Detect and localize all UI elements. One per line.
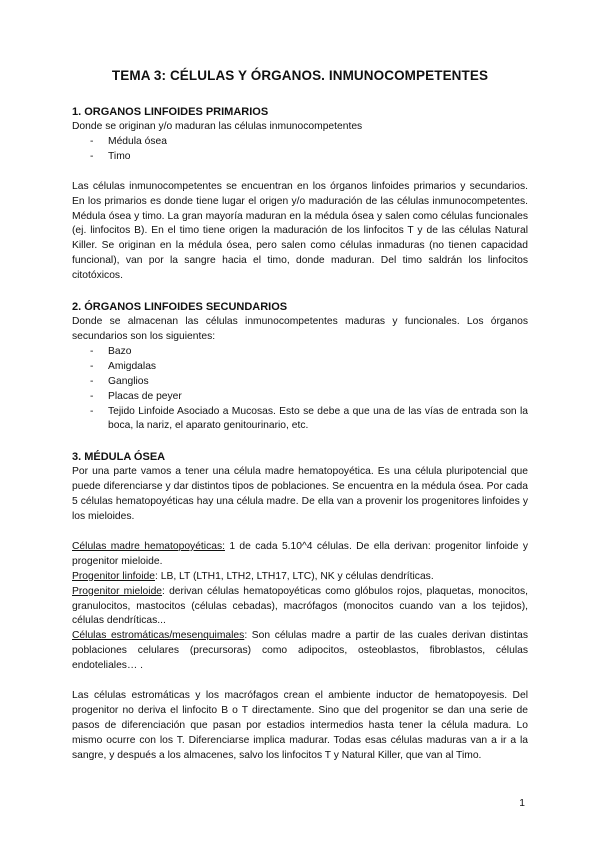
definition-term: Progenitor mieloide — [72, 585, 163, 597]
definition-myeloid-progenitor — [72, 585, 528, 630]
list-item: - Tejido Linfoide Asociado a Mucosas. Esto se debe a que una de las vías de entrada son la boca, la nariz, el aparato genitourinario, etc. — [90, 405, 528, 435]
section-1-list — [72, 135, 528, 165]
list-item: - Bazo — [90, 345, 528, 360]
definition-lymphoid-progenitor — [72, 570, 528, 585]
definition-stromal-cells — [72, 629, 528, 674]
section-2-list — [72, 345, 528, 434]
list-item: - Placas de peyer — [90, 390, 528, 405]
section-3-heading: 3. MÉDULA ÓSEA — [72, 451, 166, 464]
section-1-paragraph: Las células inmunocompetentes se encuentran en los órganos linfoides primarios y secundarios. En los primarios es donde tiene lugar el origen y/o maduración de las células inmunocompetentes. Médula ósea y timo. La gran mayoría maduran en la médula ósea y salen como células funcionales (ej. linfocitos B). En el timo tiene origen la maduración de los linfocitos T y de las células Natural Killer. Se originan en la médula ósea, pero salen como células inmaduras (no tienen capacidad funcional), van por la sangre hacia el timo, donde maduran. Del timo saldrán los linfocitos citotóxicos. — [72, 180, 528, 282]
document-title: TEMA 3: CÉLULAS Y ÓRGANOS. INMUNOCOMPETENTES — [111, 68, 489, 83]
page-number: 1 — [519, 798, 525, 809]
list-item: - Amigdalas — [90, 360, 528, 375]
section-3-paragraph-1: Por una parte vamos a tener una célula madre hematopoyética. Es una célula pluripotencial que puede diferenciarse y dar distintos tipos de poblaciones. Se encuentra en la médula ósea. Por cada 5 células hematopoyéticas hay una célula madre. De ella van a provenir los progenitores linfoides y los mieloides. — [72, 466, 528, 523]
section-2-heading: 2. ÓRGANOS LINFOIDES SECUNDARIOS — [72, 301, 288, 314]
definition-stem-cells — [72, 540, 528, 570]
definition-term: Células madre hematopoyéticas: — [72, 540, 225, 552]
section-1-intro: Donde se originan y/o maduran las células inmunocompetentes — [72, 121, 363, 132]
section-1-heading: 1. ORGANOS LINFOIDES PRIMARIOS — [72, 106, 269, 118]
list-item: - Médula ósea — [90, 135, 528, 150]
list-item: - Timo — [90, 150, 528, 165]
list-item: - Ganglios — [90, 375, 528, 390]
document-page — [72, 68, 528, 764]
section-2-intro: Donde se almacenan las células inmunocompetentes maduras y funcionales. Los órganos secundarios son los siguientes: — [72, 316, 528, 342]
section-3-paragraph-2: Las células estromáticas y los macrófagos crean el ambiente inductor de hematopoyesis. Del progenitor no deriva el linfocito B o T directamente. Sino que del progenitor se dan una serie de pasos de diferenciación que pasan por estadios intermedios hasta tener la célula madura. Lo mismo ocurre con los T. Diferenciarse implica madurar. Todas esas células maduras van a ir a la sangre, y después a los almacenes, salvo los linfocitos T y Natural Killer, que van al Timo. — [72, 690, 528, 761]
definition-text: : Son células madre a partir de las cuales derivan distintas poblaciones celulares (precursoras) como adipocitos, osteoblastos, fibroblastos, células endoteliales… . — [72, 630, 529, 672]
definition-text: : derivan células hematopoyéticas como glóbulos rojos, plaquetas, monocitos, granulocitos, mastocitos (células cebadas), macrófagos (monocitos cuando van a los tejidos), células dendríticas... — [72, 585, 528, 627]
definition-term: Progenitor linfoide — [72, 570, 155, 582]
definition-text: 1 de cada 5.10^4 células. De ella derivan: progenitor linfoide y progenitor mieloide. — [72, 540, 528, 567]
definition-term: Células estromáticas/mesenquimales — [72, 630, 245, 642]
definition-text: : LB, LT (LTH1, LTH2, LTH17, LTC), NK y células dendríticas. — [155, 570, 434, 582]
